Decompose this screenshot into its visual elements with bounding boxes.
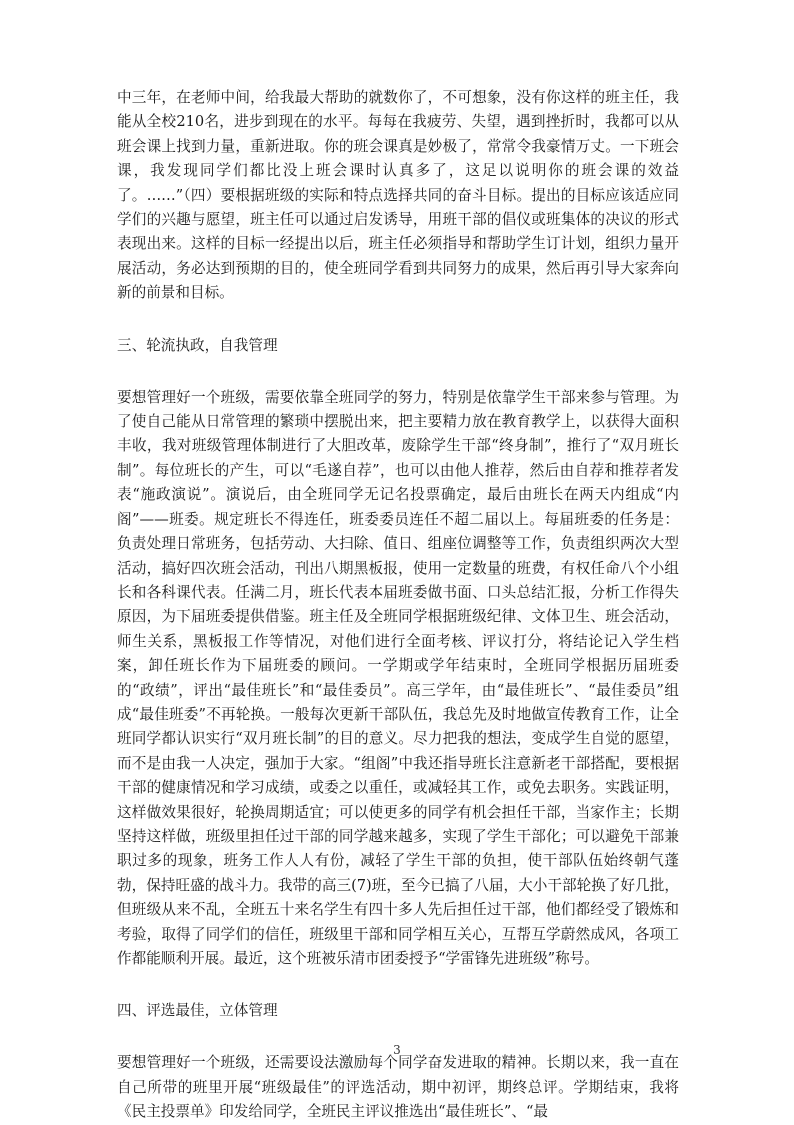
paragraph-spacer [117,306,679,334]
document-body [117,86,679,1125]
paragraph-spacer [117,971,679,999]
body-paragraph: 要想管理好一个班级，需要依靠全班同学的努力，特别是依靠学生干部来参与管理。为了使自己能从日常管理的繁琐中摆脱出来，把主要精力放在教育教学上，以获得大面积丰收，我对班级管理体制进行了大胆改革，废除学生干部“终身制”，推行了“双月班长制”。每位班长的产生，可以“毛遂自荐”，也可以由他人推荐，然后由自荐和推荐者发表“施政演说”。演说后，由全班同学无记名投票确定，最后由班长在两天内组成“内阁”——班委。规定班长不得连任，班委委员连任不超二届以上。每届班委的任务是：负责处理日常班务，包括劳动、大扫除、值日、组座位调整等工作，负责组织两次大型活动，搞好四次班会活动，刊出八期黑板报，使用一定数量的班费，有权任命八个小组长和各科课代表。任满二月，班长代表本届班委做书面、口头总结汇报，分析工作得失原因，为下届班委提供借鉴。班主任及全班同学根据班级纪律、文体卫生、班会活动，师生关系，黑板报工作等情况，对他们进行全面考核、评议打分，将结论记入学生档案，卸任班长作为下届班委的顾问。一学期或学年结束时，全班同学根据历届班委的“政绩”，评出“最佳班长”和“最佳委员”。高三学年，由“最佳班长”、“最佳委员”组成“最佳班委”不再轮换。一般每次更新干部队伍，我总先及时地做宣传教育工作，让全班同学都认识实行“双月班长制”的目的意义。尽力把我的想法，变成学生自觉的愿望，而不是由我一人决定，强加于大家。“组阁”中我还指导班长注意新老干部搭配，要根据干部的健康情况和学习成绩，或委之以重任，或减轻其工作，或免去职务。实践证明，这样做效果很好，轮换周期适宜；可以使更多的同学有机会担任干部，当家作主；长期坚持这样做，班级里担任过干部的同学越来越多，实现了学生干部化；可以避免干部兼职过多的现象，班务工作人人有份，减轻了学生干部的负担，使干部队伍始终朝气蓬勃，保持旺盛的战斗力。我带的高三(7)班，至今已搞了八届，大小干部轮换了好几批，但班级从来不乱，全班五十来名学生有四十多人先后担任过干部，他们都经受了锻炼和考验，取得了同学们的信任，班级里干部和同学相互关心，互帮互学蔚然成风，各项工作都能顺利开展。最近，这个班被乐清市团委授予“学雷锋先进班级”称号。 [117,388,679,967]
section-heading: 四、评选最佳，立体管理 [117,1002,278,1020]
body-paragraph: 中三年，在老师中间，给我最大帮助的就数你了，不可想象，没有你这样的班主任，我能从全校210名，进步到现在的水平。每每在我疲劳、失望，遇到挫折时，我都可以从班会课上找到力量，重新进取。你的班会课真是妙极了，常常令我豪情万丈。一下班会课，我发现同学们都比没上班会课时认真多了，这足以说明你的班会课的效益了。……”（四）要根据班级的实际和特点选择共同的奋斗目标。提出的目标应该适应同学们的兴趣与愿望，班主任可以通过启发诱导，用班干部的倡仪或班集体的决议的形式表现出来。这样的目标一经提出以后，班主任必须指导和帮助学生订计划，组织力量开展活动，务必达到预期的目的，使全班同学看到共同努力的成果，然后再引导大家奔向新的前景和目标。 [117,89,679,302]
section-heading: 三、轮流执政，自我管理 [117,336,278,354]
body-paragraph: 要想管理好一个班级，还需要设法激励每个同学奋发进取的精神。长期以来，我一直在自己所带的班里开展“班级最佳”的评选活动，期中初评，期终总评。学期结束，我将《民主投票单》印发给同学，全班民主评议推选出“最佳班长”、“最 [117,1054,679,1121]
paragraph-spacer [117,358,679,386]
page-number: 3 [393,1043,401,1057]
